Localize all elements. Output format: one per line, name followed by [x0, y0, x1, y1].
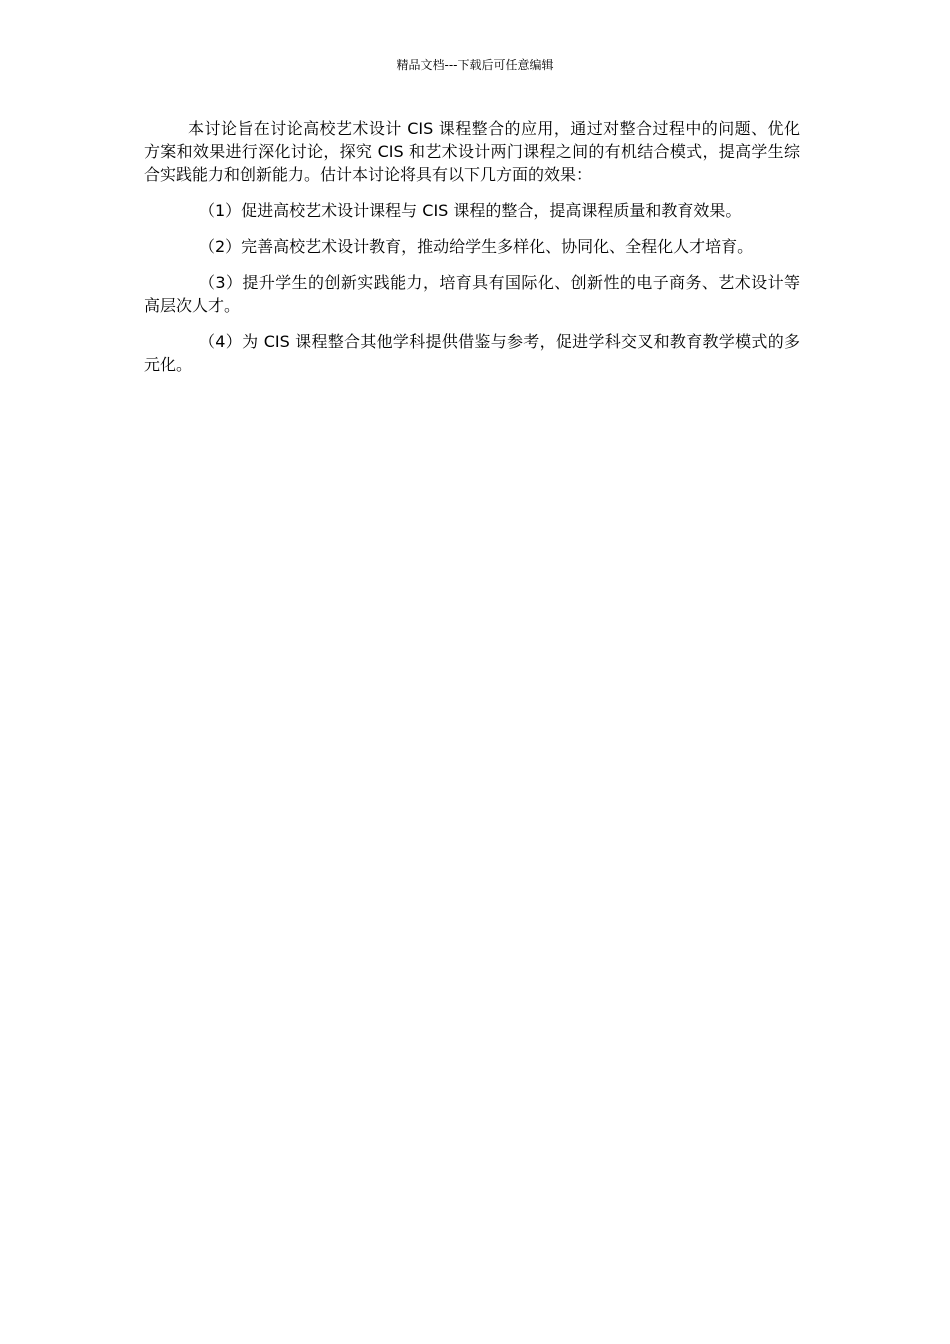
list-item-4: （4）为 CIS 课程整合其他学科提供借鉴与参考，促进学科交叉和教育教学模式的多元化。	[144, 332, 800, 374]
page-header: 精品文档---下载后可任意编辑	[396, 58, 554, 72]
document-body	[144, 117, 800, 389]
list-item-3: （3）提升学生的创新实践能力，培育具有国际化、创新性的电子商务、艺术设计等高层次人才。	[144, 273, 800, 315]
list-item-1: （1）促进高校艺术设计课程与 CIS 课程的整合，提高课程质量和教育效果。	[199, 201, 742, 220]
intro-paragraph: 本讨论旨在讨论高校艺术设计 CIS 课程整合的应用，通过对整合过程中的问题、优化方案和效果进行深化讨论，探究 CIS 和艺术设计两门课程之间的有机结合模式，提高学生综合实践能力和创新能力。估计本讨论将具有以下几方面的效果：	[144, 119, 800, 184]
list-item-2: （2）完善高校艺术设计教育，推动给学生多样化、协同化、全程化人才培育。	[199, 237, 754, 256]
